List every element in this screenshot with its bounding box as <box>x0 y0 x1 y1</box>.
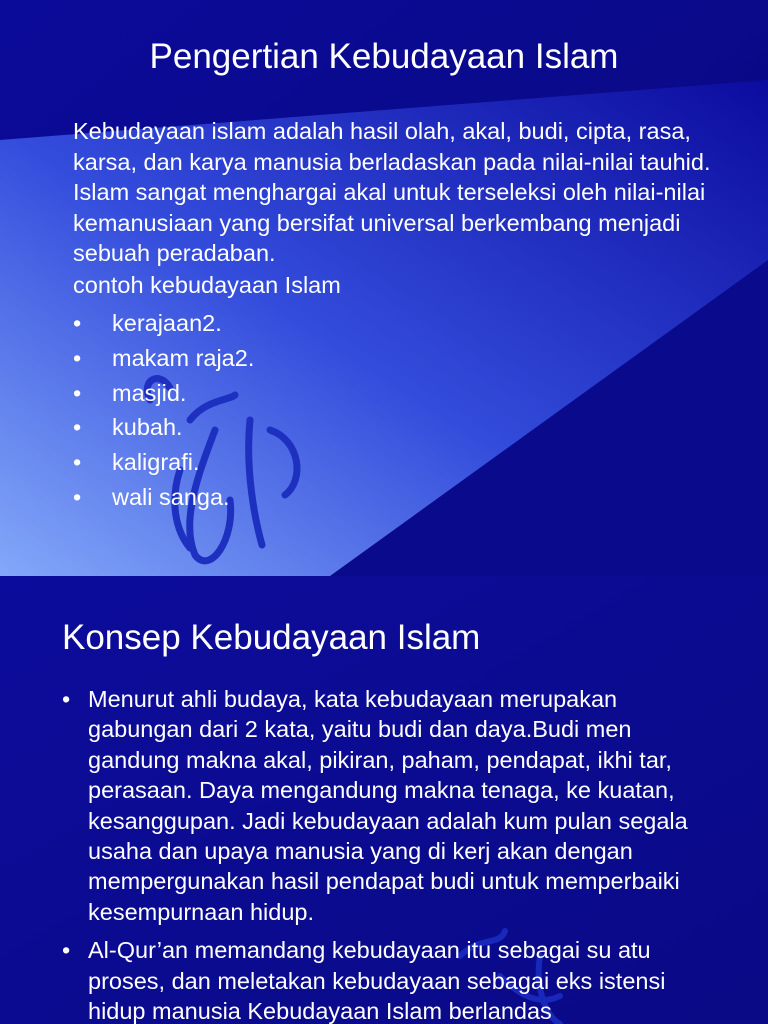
bullet-icon: • <box>73 344 82 371</box>
list-item-text: Al-Qur’an memandang kebudayaan itu sebagai su atu proses, dan meletakan kebudayaan sebagai eks istensi hidup manusia Kebudayaan Islam berlandas <box>88 937 666 1024</box>
bullet-icon: • <box>62 937 71 964</box>
bullet-icon: • <box>73 483 82 510</box>
list-item-text: masjid. <box>112 379 187 406</box>
list-item-text: makam raja2. <box>112 344 255 371</box>
bullet-icon: • <box>73 310 82 336</box>
bullet-icon: • <box>62 686 71 712</box>
list-item-text: Menurut ahli budaya, kata kebudayaan merupakan gabungan dari 2 kata, yaitu budi dan daya.Budi men gandung makna akal, pikiran, paham, pendapat, ikhi tar, perasaan. Daya mengandung makna tenaga, ke kuatan, kesanggupan. Jadi kebudayaan adalah kum pulan segala usaha dan upaya manusia yang di kerj akan dengan mempergunakan hasil pendapat budi untuk memperbaiki kesempurnaan hidup. <box>88 686 688 925</box>
list-item-text: kerajaan2. <box>112 310 222 336</box>
list-item-text: kubah. <box>112 414 183 441</box>
slide-2-title: Konsep Kebudayaan Islam <box>62 618 481 657</box>
concept-list <box>62 684 712 1024</box>
slide-2 <box>0 576 768 1024</box>
slide-1-paragraph: Kebudayaan islam adalah hasil olah, akal, budi, cipta, rasa, karsa, dan karya manusia berladaskan pada nilai-nilai tauhid. Islam sangat menghargai akal untuk terseleksi oleh nilai-nilai kemanusiaan yang bersifat universal berkembang menjadi sebuah peradaban. <box>73 118 711 266</box>
bullet-icon: • <box>73 449 82 476</box>
list-item <box>62 935 712 1024</box>
list-item-text: wali sanga. <box>112 483 230 510</box>
list-item <box>62 684 712 927</box>
slide-1-title: Pengertian Kebudayaan Islam <box>149 37 619 76</box>
bullet-icon: • <box>73 414 82 441</box>
list-item-text: kaligrafi. <box>112 449 200 476</box>
bullet-icon: • <box>73 379 82 406</box>
examples-label: contoh kebudayaan Islam <box>73 272 341 298</box>
